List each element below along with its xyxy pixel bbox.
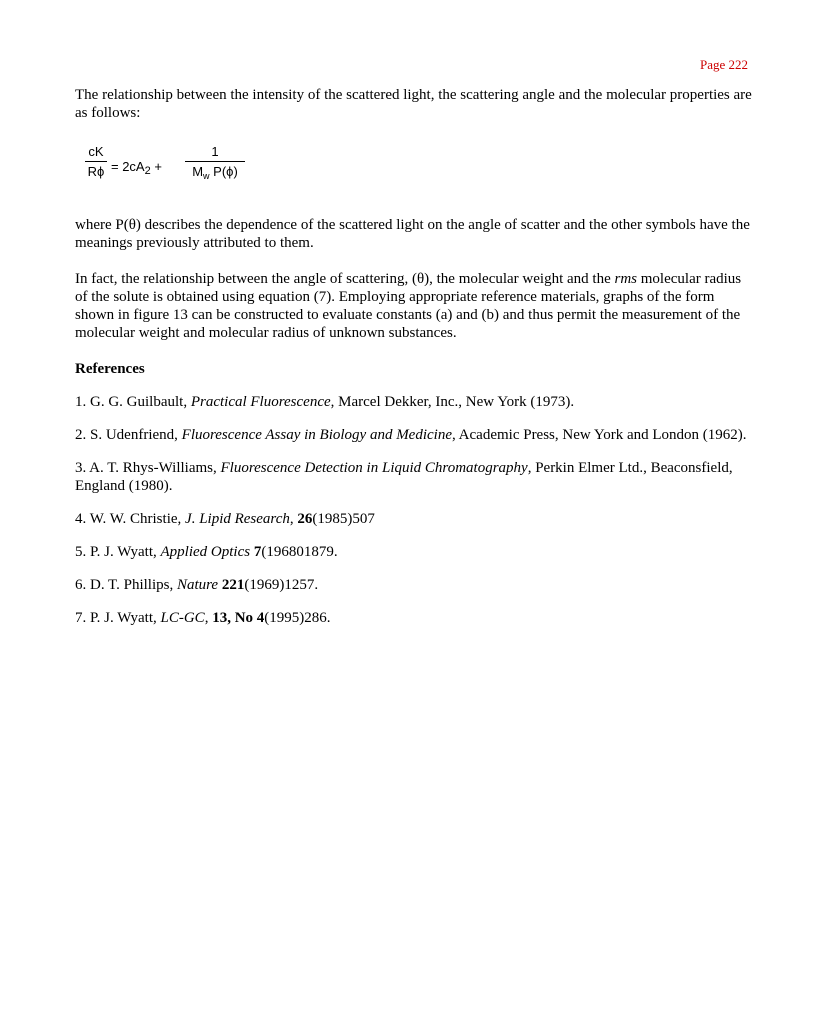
rhs-fraction <box>185 144 245 179</box>
relationship-paragraph <box>75 270 755 342</box>
rhs-numerator: 1 <box>211 144 219 159</box>
reference-item: 3. A. T. Rhys-Williams, Fluorescence Detection in Liquid Chromatography, Perkin Elmer Ltd., Beaconsfield, England (1980). <box>75 460 733 494</box>
page-number: Page 222 <box>699 57 748 72</box>
rhs-den-rest: P(ϕ) <box>209 164 238 179</box>
lhs-numerator: cK <box>88 144 104 159</box>
para3-italic: rms <box>614 271 637 287</box>
fraction-bar <box>185 161 245 162</box>
light-scattering-equation <box>85 144 755 192</box>
where-paragraph: where P(θ) describes the dependence of the scattered light on the angle of scatter and the other symbols have the meanings previously attributed to them. <box>75 217 750 251</box>
rhs-den-m: M <box>192 164 204 179</box>
rhs-den-subscript: w <box>203 171 210 181</box>
reference-item: 7. P. J. Wyatt, LC-GC, 13, No 4(1995)286. <box>75 610 331 626</box>
fraction-bar <box>85 161 107 162</box>
lhs-fraction <box>85 144 107 179</box>
reference-item: 6. D. T. Phillips, Nature 221(1969)1257. <box>75 577 319 593</box>
rhs-denominator <box>185 164 245 179</box>
document-body <box>75 86 755 627</box>
para3-text-after: molecular radius of the solute is obtained using equation (7). Employing appropriate reference materials, graphs of the form shown in figure 13 can be constructed to evaluate constants (a) and (b) and thus permit the measurement of the molecular weight and molecular radius of unknown substances. <box>75 271 742 341</box>
lhs-denominator: Rϕ <box>87 164 105 179</box>
equation-plus: + <box>154 159 162 174</box>
para3-text-before: In fact, the relationship between the angle of scattering, (θ), the molecular weight and the <box>75 271 615 287</box>
reference-item: 1. G. G. Guilbault, Practical Fluorescence, Marcel Dekker, Inc., New York (1973). <box>75 394 575 410</box>
references-list <box>75 393 755 627</box>
reference-item: 5. P. J. Wyatt, Applied Optics 7(196801879. <box>75 544 338 560</box>
equation-middle <box>111 158 162 177</box>
intro-paragraph: The relationship between the intensity of the scattered light, the scattering angle and the molecular properties are as follows: <box>75 87 752 121</box>
references-heading: References <box>75 361 145 377</box>
equation-middle-term: = 2cA <box>111 159 145 174</box>
reference-item: 2. S. Udenfriend, Fluorescence Assay in Biology and Medicine, Academic Press, New York and London (1962). <box>75 427 747 443</box>
equation-middle-subscript: 2 <box>144 165 151 177</box>
reference-item: 4. W. W. Christie, J. Lipid Research, 26(1985)507 <box>75 511 375 527</box>
